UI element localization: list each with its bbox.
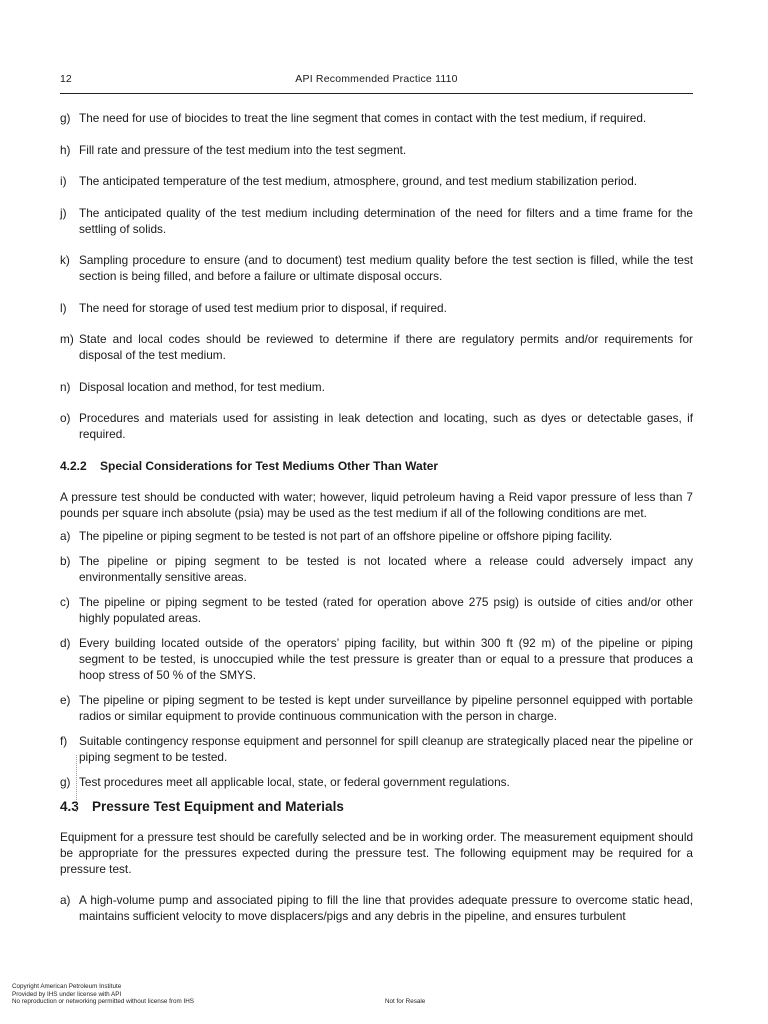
footer-line: Copyright American Petroleum Institute [12, 983, 122, 990]
conditions-list [60, 528, 693, 790]
list-item-text: The need for use of biocides to treat the line segment that comes in contact with the test medium, if required. [79, 111, 647, 125]
list-item-text: The anticipated quality of the test medium including determination of the need for filters and a time frame for the settling of solids. [79, 205, 693, 236]
list-marker: i) [60, 174, 67, 188]
running-title: API Recommended Practice 1110 [295, 73, 458, 85]
section-number: 4.2.2 [60, 458, 87, 473]
list-marker: c) [60, 594, 70, 609]
section-title: Special Considerations for Test Mediums Other Than Water [100, 458, 439, 473]
section-intro-paragraph: A pressure test should be conducted with water; however, liquid petroleum having a Reid vapor pressure of less than 7 pounds per square inch absolute (psia) may be used as the test medium if all of the following conditions are met. [60, 489, 693, 520]
list-item-text: Disposal location and method, for test medium. [79, 379, 325, 394]
section-heading-4-3 [60, 799, 693, 815]
list-item [60, 553, 693, 585]
list-marker: a) [60, 528, 71, 543]
list-item-text: Fill rate and pressure of the test medium into the test segment. [79, 142, 407, 157]
list-item-text: The pipeline or piping segment to be tested is not part of an offshore pipeline or offshore piping facility. [79, 528, 613, 543]
list-marker: h) [60, 142, 71, 157]
list-item [60, 692, 693, 724]
list-item-text: The anticipated temperature of the test medium, atmosphere, ground, and test medium stabilization period. [79, 174, 638, 188]
list-item-text: The pipeline or piping segment to be tested is not located where a release could adversely impact any environmentally sensitive areas. [79, 553, 693, 584]
list-item [60, 110, 693, 126]
list-item-text: The pipeline or piping segment to be tested (rated for operation above 275 psig) is outside of cities and/or other highly populated areas. [79, 594, 693, 625]
margin-change-bar [76, 755, 77, 812]
list-item [60, 774, 693, 790]
footer-line: Provided by IHS under license with API [12, 990, 122, 998]
list-item-text: The pipeline or piping segment to be tested is kept under surveillance by pipeline personnel equipped with portable radios or similar equipment to provide continuous communication with the person in charge. [79, 692, 693, 723]
list-marker: a) [60, 892, 71, 907]
section-title: Pressure Test Equipment and Materials [92, 798, 344, 814]
list-item [60, 733, 693, 765]
list-marker: k) [60, 253, 70, 267]
list-item-text: Procedures and materials used for assisting in leak detection and locating, such as dyes or detectable gases, if required. [79, 411, 693, 441]
list-item-text: Suitable contingency response equipment and personnel for spill cleanup are strategically placed near the pipeline or piping segment to be tested. [79, 733, 693, 764]
list-marker: m) [60, 332, 74, 346]
list-item [60, 594, 693, 626]
list-item [60, 892, 693, 924]
page-number: 12 [60, 73, 72, 85]
list-marker: l) [60, 300, 67, 315]
list-marker: g) [60, 774, 71, 789]
list-item [60, 300, 693, 316]
list-marker: j) [60, 205, 67, 220]
list-item [60, 142, 693, 158]
list-marker: f) [60, 733, 68, 748]
list-item-text: Every building located outside of the operators’ piping facility, but within 300 ft (92 m) of the pipeline or piping segment to be tested, is unoccupied while the test pressure is greater than or equal to a pressure that produces a hoop stress of 50 % of the SMYS. [79, 635, 693, 682]
list-item-text: Sampling procedure to ensure (and to document) test medium quality before the test section is filled, while the test section is being filled, and before a failure or ultimate disposal occurs. [79, 253, 693, 283]
list-marker: o) [60, 411, 71, 425]
list-item-text: State and local codes should be reviewed to determine if there are regulatory permits and/or requirements for disposal of the test medium. [79, 332, 693, 362]
list-marker: e) [60, 692, 71, 707]
list-marker: d) [60, 635, 71, 650]
list-marker: b) [60, 553, 71, 568]
footer-line: No reproduction or networking permitted without license from IHS [12, 998, 194, 1005]
list-item [60, 410, 693, 442]
list-item [60, 205, 693, 237]
copyright-footer [12, 983, 194, 1006]
list-item [60, 528, 693, 544]
list-item-text: The need for storage of used test medium prior to disposal, if required. [79, 300, 447, 315]
section-heading-4-2-2 [60, 458, 693, 474]
not-for-resale-notice: Not for Resale [385, 998, 426, 1005]
list-marker: g) [60, 111, 71, 125]
equipment-list [60, 892, 693, 924]
section-number: 4.3 [60, 798, 79, 814]
section-intro-paragraph: Equipment for a pressure test should be carefully selected and be in working order. The measurement equipment should be appropriate for the pressures expected during the pressure test. The following equipment may be required for a pressure test. [60, 829, 693, 876]
list-item-text: Test procedures meet all applicable local, state, or federal government regulations. [79, 774, 510, 789]
document-body [60, 110, 693, 939]
list-item [60, 635, 693, 683]
list-marker: n) [60, 379, 71, 394]
requirements-list [60, 110, 693, 442]
list-item [60, 379, 693, 395]
list-item [60, 331, 693, 363]
list-item [60, 173, 693, 189]
running-header [60, 73, 693, 94]
list-item-text: A high-volume pump and associated piping to fill the line that provides adequate pressure to overcome static head, maintains sufficient velocity to move displacers/pigs and any debris in the pipeline, and ensures turbulent [79, 892, 693, 923]
list-item [60, 252, 693, 284]
